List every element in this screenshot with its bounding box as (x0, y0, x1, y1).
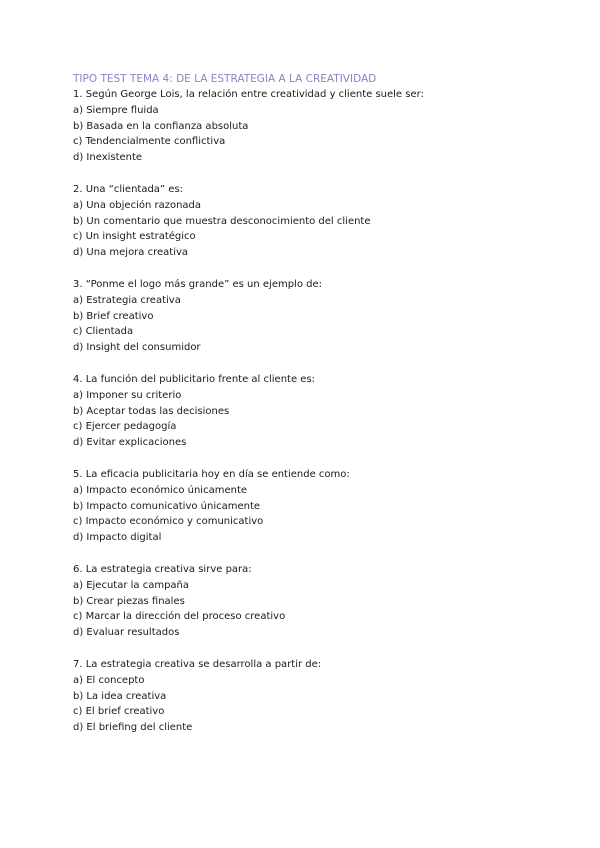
document-title: TIPO TEST TEMA 4: DE LA ESTRATEGIA A LA CREATIVIDAD (73, 73, 377, 85)
question-text: 3. “Ponme el logo más grande” es un ejemplo de: (73, 278, 322, 290)
option-d: d) Evitar explicaciones (73, 437, 187, 449)
option-c: c) Tendencialmente conflictiva (73, 136, 226, 148)
option-d: d) Impacto digital (73, 532, 162, 544)
question-2 (73, 182, 573, 261)
option-a: a) Estrategia creativa (73, 294, 181, 306)
option-c: c) Ejercer pedagogía (73, 421, 177, 433)
option-a: a) Ejecutar la campaña (73, 579, 190, 591)
question-4 (73, 372, 573, 451)
option-d: d) Insight del consumidor (73, 342, 201, 354)
option-d: d) Evaluar resultados (73, 627, 180, 639)
question-6 (73, 562, 573, 641)
option-b: b) Basada en la confianza absoluta (73, 120, 249, 132)
option-b: b) La idea creativa (73, 690, 167, 702)
option-d: d) Una mejora creativa (73, 247, 189, 259)
question-1 (73, 87, 573, 166)
question-text: 2. Una “clientada” es: (73, 183, 184, 195)
option-b: b) Aceptar todas las decisiones (73, 405, 230, 417)
option-b: b) Crear piezas finales (73, 595, 185, 607)
question-text: 6. La estrategia creativa sirve para: (73, 563, 252, 575)
option-a: a) Imponer su criterio (73, 389, 182, 401)
question-text: 4. La función del publicitario frente al cliente es: (73, 373, 316, 385)
option-d: d) Inexistente (73, 152, 143, 164)
option-b: b) Impacto comunicativo únicamente (73, 500, 261, 512)
option-c: c) Un insight estratégico (73, 231, 196, 243)
option-d: d) El briefing del cliente (73, 722, 193, 734)
question-text: 5. La eficacia publicitaria hoy en día se entiende como: (73, 468, 350, 480)
option-c: c) El brief creativo (73, 706, 165, 718)
option-c: c) Clientada (73, 326, 134, 338)
question-text: 7. La estrategia creativa se desarrolla a partir de: (73, 658, 322, 670)
question-text: 1. Según George Lois, la relación entre creatividad y cliente suele ser: (73, 89, 424, 100)
option-b: b) Un comentario que muestra desconocimiento del cliente (73, 215, 371, 227)
option-a: a) El concepto (73, 674, 145, 686)
option-b: b) Brief creativo (73, 310, 154, 322)
question-3 (73, 277, 573, 356)
option-c: c) Marcar la dirección del proceso creativo (73, 611, 286, 623)
option-a: a) Siempre fluida (73, 104, 159, 116)
question-7 (73, 657, 573, 736)
question-5 (73, 467, 573, 546)
document-page (73, 71, 573, 752)
option-c: c) Impacto económico y comunicativo (73, 516, 264, 528)
option-a: a) Una objeción razonada (73, 199, 202, 211)
option-a: a) Impacto económico únicamente (73, 484, 248, 496)
